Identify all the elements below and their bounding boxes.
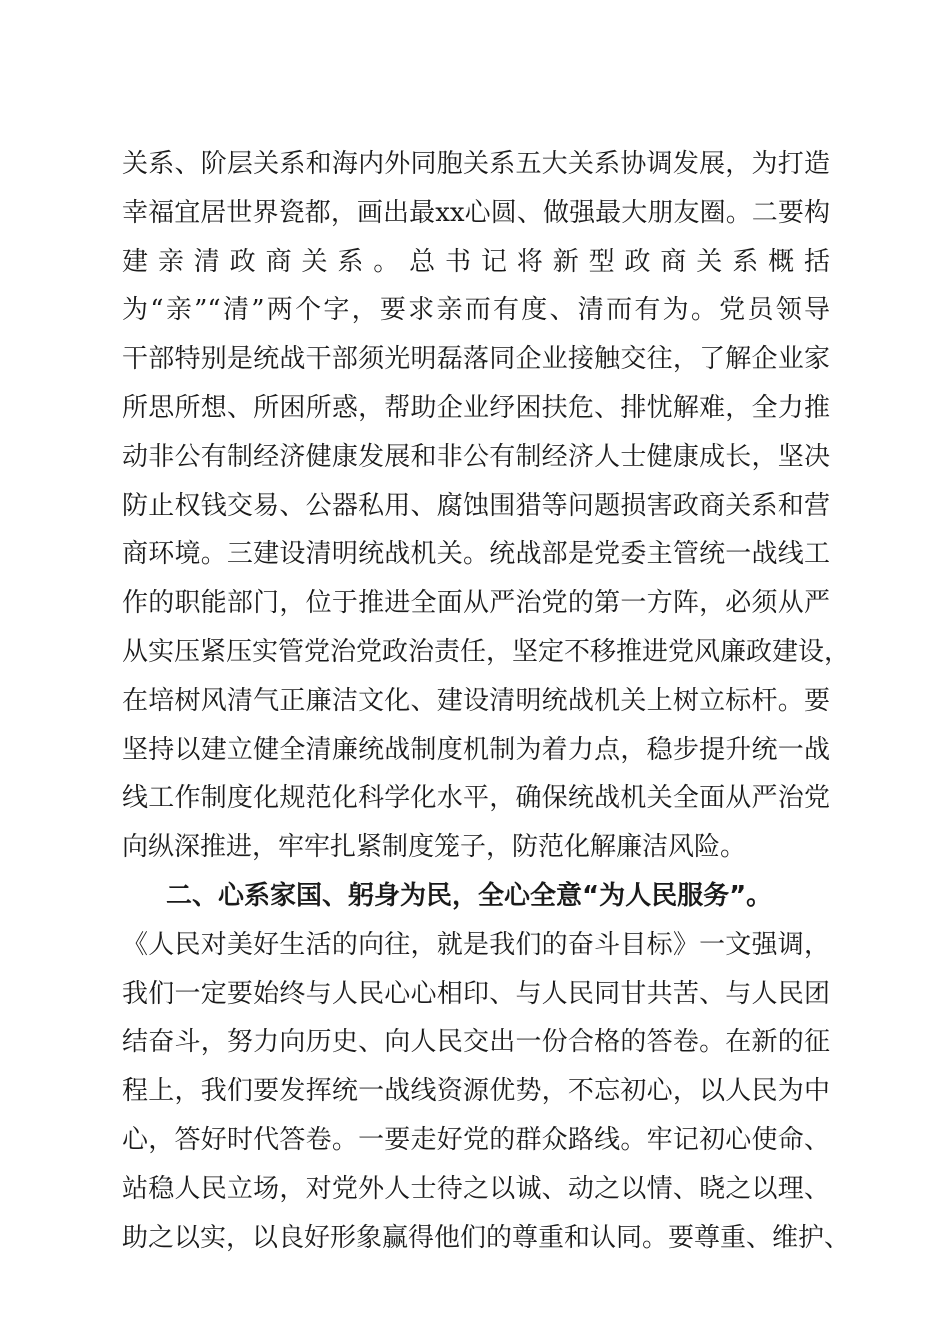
text-line: 心，答好时代答卷。一要走好党的群众路线。牢记初心使命、 — [122, 1124, 830, 1155]
text-line: 《人民对美好生活的向往，就是我们的奋斗目标》一文强调， — [122, 929, 830, 960]
text-line: 关系、阶层关系和海内外同胞关系五大关系协调发展，为打造 — [122, 149, 830, 179]
text-line: 站稳人民立场，对党外人士待之以诚、动之以情、晓之以理、 — [122, 1173, 830, 1204]
text-line: 坚持以建立健全清廉统战制度机制为着力点，稳步提升统一战 — [122, 734, 830, 765]
text-line: 作的职能部门，位于推进全面从严治党的第一方阵，必须从严 — [122, 588, 830, 619]
text-line: 在培树风清气正廉洁文化、建设清明统战机关上树立标杆。要 — [122, 685, 830, 716]
text-line: 干部特别是统战干部须光明磊落同企业接触交往，了解企业家 — [122, 344, 830, 375]
text-line: 商环境。三建设清明统战机关。统战部是党委主管统一战线工 — [122, 539, 830, 570]
text-line: 所思所想、所困所惑，帮助企业纾困扶危、排忧解难，全力推 — [122, 392, 830, 423]
section-heading: 二、心系家国、躬身为民，全心全意“为人民服务”。 — [166, 880, 773, 911]
text-line: 幸福宜居世界瓷都，画出最xx心圆、做强最大朋友圈。二要构 — [122, 197, 830, 228]
text-line: 动非公有制经济健康发展和非公有制经济人士健康成长，坚决 — [122, 441, 830, 472]
text-line: 助之以实，以良好形象赢得他们的尊重和认同。要尊重、维护、 — [122, 1222, 851, 1253]
text-line: 从实压紧压实管党治党政治责任，坚定不移推进党风廉政建设， — [122, 636, 851, 667]
text-line: 我们一定要始终与人民心心相印、与人民同甘共苦、与人民团 — [122, 978, 830, 1009]
text-line: 为“亲”“清”两个字，要求亲而有度、清而有为。党员领导 — [122, 295, 830, 326]
text-line: 向纵深推进，牢牢扎紧制度笼子，防范化解廉洁风险。 — [122, 832, 747, 863]
text-line: 线工作制度化规范化科学化水平，确保统战机关全面从严治党 — [122, 783, 830, 814]
text-line: 程上，我们要发挥统一战线资源优势，不忘初心，以人民为中 — [122, 1076, 830, 1107]
body-text — [122, 140, 851, 1262]
text-line: 结奋斗，努力向历史、向人民交出一份合格的答卷。在新的征 — [122, 1027, 830, 1058]
text-line: 防止权钱交易、公器私用、腐蚀围猎等问题损害政商关系和营 — [122, 490, 830, 521]
text-line: 建亲清政商关系。总书记将新型政商关系概括 — [122, 246, 830, 277]
